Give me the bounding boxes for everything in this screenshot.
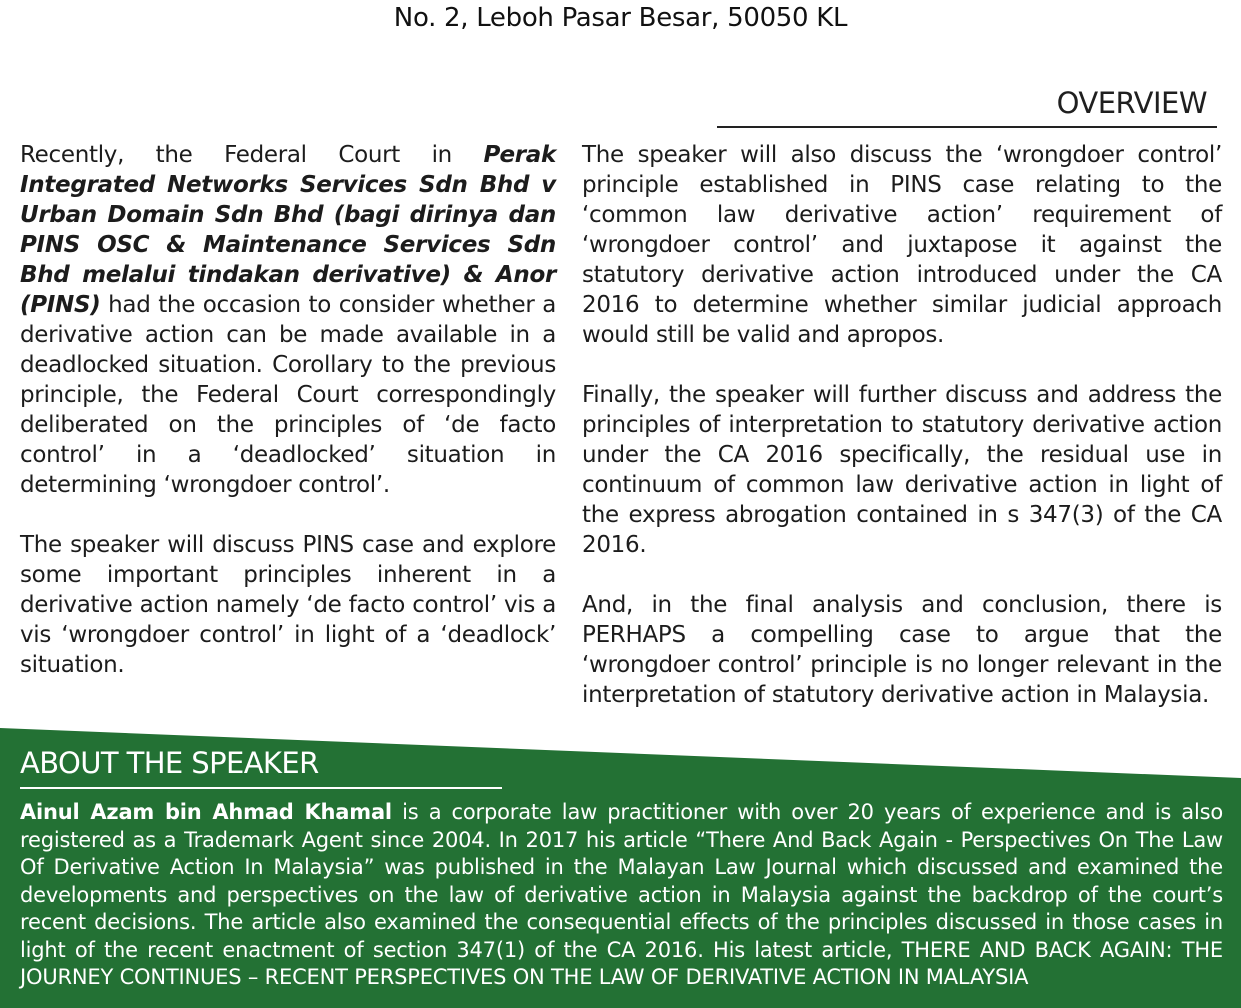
speaker-name: Ainul Azam bin Ahmad Khamal — [20, 800, 392, 824]
overview-divider — [717, 126, 1217, 128]
overview-right-column — [582, 140, 1222, 740]
overview-left-column — [20, 140, 556, 710]
case-name: Perak Integrated Networks Services Sdn Bhd v Urban Domain Sdn Bhd (bagi dirinya dan PINS OSC & Maintenance Services Sdn Bhd melalui tindakan derivative) & Anor (PINS) — [20, 142, 556, 318]
overview-paragraph-2: The speaker will discuss PINS case and explore some important principles inherent in a derivative action namely ‘de facto control’ vis a vis ‘wrongdoer control’ in light of a ‘deadlock’ situation. — [20, 532, 556, 678]
event-address: No. 2, Leboh Pasar Besar, 50050 KL — [393, 3, 848, 33]
overview-paragraph-1 — [20, 140, 556, 500]
overview-paragraph-4: Finally, the speaker will further discuss and address the principles of interpretation to statutory derivative action under the CA 2016 specifically, the residual use in continuum of common law derivative action in light of the express abrogation contained in s 347(3) of the CA 2016. — [582, 382, 1222, 558]
speaker-bio — [20, 799, 1223, 992]
overview-paragraph-1-intro: Recently, the Federal Court in — [20, 142, 484, 168]
overview-paragraph-5: And, in the final analysis and conclusion, there is PERHAPS a compelling case to argue that the ‘wrongdoer control’ principle is no longer relevant in the interpretation of statutory derivative action in Malaysia. — [582, 592, 1222, 708]
overview-paragraph-3: The speaker will also discuss the ‘wrongdoer control’ principle established in PINS case relating to the ‘common law derivative action’ requirement of ‘wrongdoer control’ and juxtapose it against the statutory derivative action introduced under the CA 2016 to determine whether similar judicial approach would still be valid and apropos. — [582, 142, 1222, 348]
speaker-bio-text: is a corporate law practitioner with over 20 years of experience and is also registered as a Trademark Agent since 2004. In 2017 his article “There And Back Again - Perspectives On The Law Of Derivative Action In Malaysia” was published in the Malayan Law Journal which discussed and examined the developments and perspectives on the law of derivative action in Malaysia against the backdrop of the court’s recent decisions. The article also examined the consequential effects of the principles discussed in those cases in light of the recent enactment of section 347(1) of the CA 2016. His latest article, THERE AND BACK AGAIN: THE JOURNEY CONTINUES – RECENT PERSPECTIVES ON THE LAW OF DERIVATIVE ACTION IN MALAYSIA — [20, 800, 1223, 989]
overview-heading: OVERVIEW — [1056, 86, 1207, 120]
speaker-heading: ABOUT THE SPEAKER — [20, 746, 319, 780]
speaker-divider — [20, 787, 502, 789]
overview-paragraph-1-rest: had the occasion to consider whether a derivative action can be made available in a deadlocked situation. Corollary to the previous principle, the Federal Court correspondingly deliberated on the principles of ‘de facto control’ in a ‘deadlocked’ situation in determining ‘wrongdoer control’. — [20, 292, 556, 498]
